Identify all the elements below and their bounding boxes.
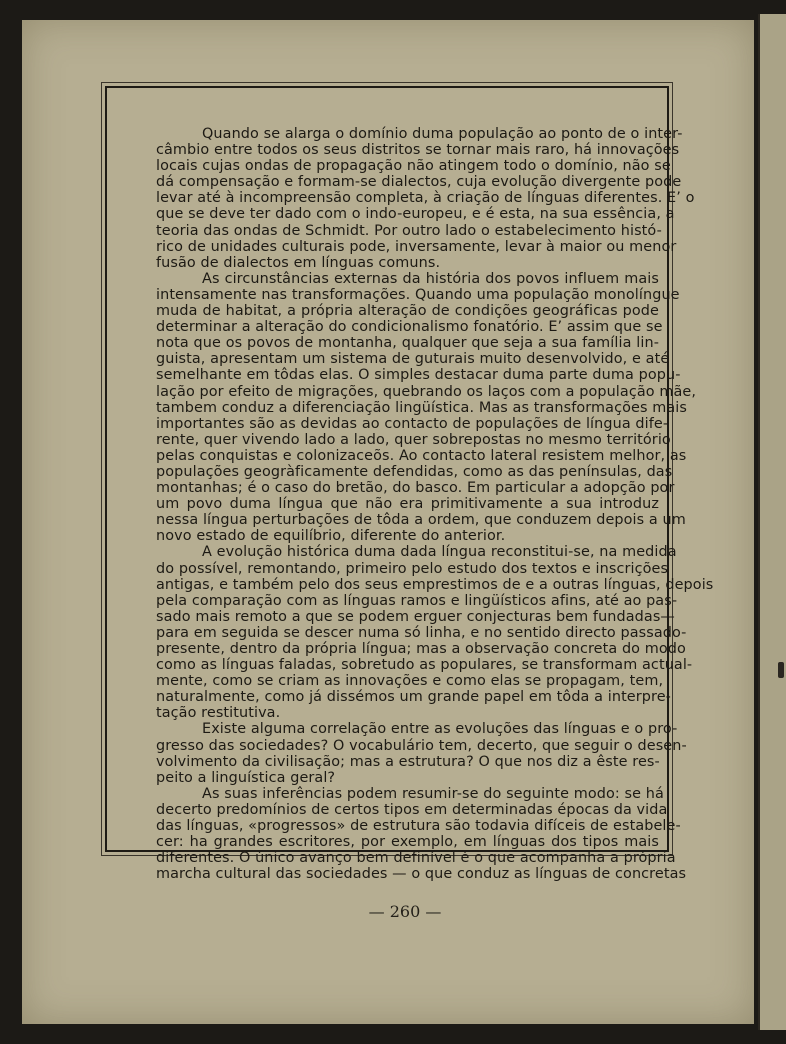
text-line: fusão de dialectos em línguas comuns.: [156, 254, 441, 271]
text-line: intensamente nas transformações. Quando uma população monolíngue: [156, 286, 680, 303]
text-line: rico de unidades culturais pode, inversamente, levar à maior ou menor: [156, 238, 677, 255]
text-line: lação por efeito de migrações, quebrando os laços com a população mãe,: [156, 383, 696, 400]
text-line: muda de habitat, a própria alteração de condições geográficas pode: [156, 303, 659, 320]
text-line: decerto predomínios de certos tipos em determinadas épocas da vida: [156, 801, 668, 818]
text-line: novo estado de equilíbrio, diferente do anterior.: [156, 528, 506, 545]
text-line: teoria das ondas de Schmidt. Por outro lado o estabelecimento histó-: [156, 222, 662, 239]
page-number: — 260 —: [368, 902, 442, 921]
text-line: As circunstâncias externas da história dos povos influem mais: [202, 270, 659, 287]
text-line: levar até à incompreensão completa, à criação de línguas diferentes. E’ o: [156, 190, 695, 207]
text-line: locais cujas ondas de propagação não atingem todo o domínio, não se: [156, 158, 671, 175]
text-line: como as línguas faladas, sobretudo as populares, se transformam actual-: [156, 657, 693, 674]
text-line: Existe alguma correlação entre as evoluções das línguas e o pro-: [202, 721, 678, 738]
text-line: Quando se alarga o domínio duma população ao ponto de o inter-: [202, 126, 683, 142]
text-line: rente, quer vivendo lado a lado, quer sobrepostas no mesmo território: [156, 431, 671, 448]
text-line: guista, apresentam um sistema de guturais muito desenvolvido, e até: [156, 351, 670, 368]
text-line: gresso das sociedades? O vocabulário tem, decerto, que seguir o desen-: [156, 737, 687, 754]
text-line: sado mais remoto a que se podem erguer conjecturas bem fundadas—: [156, 608, 675, 625]
text-line: volvimento da civilisação; mas a estrutura? O que nos diz a êste res-: [156, 753, 660, 770]
ink-mark: [778, 662, 784, 678]
text-line: diferentes. O único avanço bem definível é o que acompanha a própria: [156, 850, 676, 867]
text-line: As suas inferências podem resumir-se do seguinte modo: se há: [202, 785, 664, 802]
body-text: [156, 126, 714, 883]
text-line: montanhas; é o caso do bretão, do basco. Em particular a adopção por: [156, 480, 675, 497]
text-line: câmbio entre todos os seus distritos se tornar mais raro, há innovações: [156, 142, 680, 159]
text-line: populações geogràficamente defendidas, como as das penínsulas, das: [156, 463, 673, 480]
text-line: mente, como se criam as innovações e como elas se propagam, tem,: [156, 673, 664, 690]
text-line: que se deve ter dado com o indo-europeu, e é esta, na sua essência, a: [156, 206, 675, 223]
text-line: peito a linguística geral?: [156, 769, 336, 786]
text-line: A evolução histórica duma dada língua reconstitui-se, na medida: [202, 544, 677, 561]
text-line: marcha cultural das sociedades — o que conduz as línguas de concretas: [156, 866, 687, 883]
text-line: para em seguida se descer numa só linha, e no sentido directo passado-: [156, 624, 687, 641]
text-line: importantes são as devidas ao contacto de populações de língua dife-: [156, 415, 669, 432]
text-line: cer: ha grandes escritores, por exemplo, em línguas dos tipos mais: [156, 834, 659, 851]
text-line: pelas conquistas e colonizaceõs. Ao contacto lateral resistem melhor, as: [156, 447, 687, 464]
text-line: nota que os povos de montanha, qualquer que seja a sua família lin-: [156, 335, 659, 352]
text-line: semelhante em tôdas elas. O simples destacar duma parte duma popu-: [156, 367, 681, 384]
text-line: presente, dentro da própria língua; mas a observação concreta do modo: [156, 641, 686, 657]
text-line: pela comparação com as línguas ramos e lingüísticos afins, até ao pas-: [156, 592, 678, 609]
text-line: tambem conduz a diferenciação lingüística. Mas as transformações mais: [156, 399, 687, 416]
text-line: das línguas, «progressos» de estrutura são todavia difíceis de estabele-: [156, 818, 681, 835]
text-line: antigas, e também pelo dos seus emprestimos de e a outras línguas, depois: [156, 576, 714, 593]
text-line: dá compensação e formam-se dialectos, cuja evolução divergente pode: [156, 174, 682, 191]
text-line: determinar a alteração do condicionalismo fonatório. E’ assim que se: [156, 319, 663, 336]
text-line: nessa língua perturbações de tôda a ordem, que conduzem depois a um: [156, 512, 686, 529]
adjacent-page-edge: [758, 14, 786, 1030]
text-line: do possível, remontando, primeiro pelo estudo dos textos e inscrições: [156, 560, 669, 577]
text-line: tação restitutiva.: [156, 705, 281, 722]
text-line: naturalmente, como já dissémos um grande papel em tôda a interpre-: [156, 689, 671, 706]
text-line: um povo duma língua que não era primitivamente a sua introduz: [156, 496, 659, 513]
